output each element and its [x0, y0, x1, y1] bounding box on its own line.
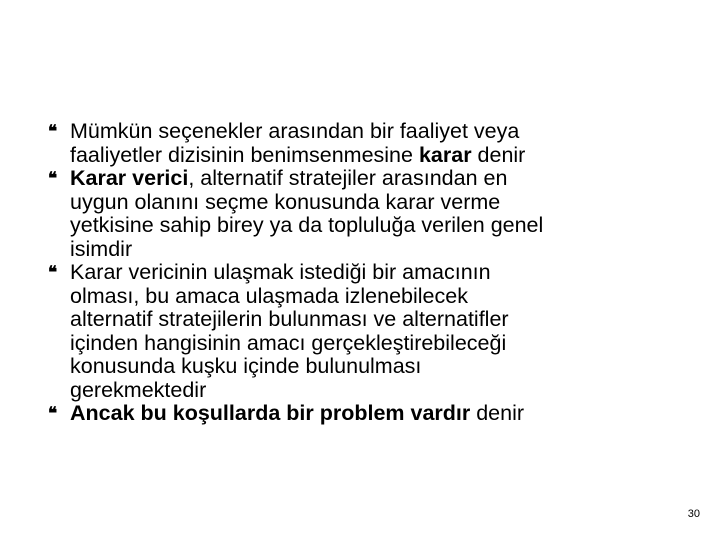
- text-run-bold: karar: [418, 142, 472, 167]
- bullet-item-1: [48, 120, 688, 167]
- bullet-item-3: [48, 261, 688, 402]
- bullet-item-4: [48, 402, 688, 426]
- quote-bullet-icon: ❝: [48, 404, 58, 423]
- text-run: denir: [471, 142, 526, 167]
- bullet-text: [70, 120, 688, 167]
- bullet-text: [70, 167, 688, 261]
- quote-bullet-icon: ❝: [48, 122, 58, 141]
- slide-body: [48, 120, 688, 426]
- text-run-bold: Ancak bu koşullarda bir problem vardır: [70, 401, 471, 425]
- text-run: Karar vericinin ulaşmak istediği bir amacının olması, bu amaca ulaşmada izlenebilecek alternatif stratejilerin bulunması ve alternatifler içinden hangisinin amacı gerçekleştirebileceği konusunda kuşku içinde bulunulması gerekmektedir: [70, 260, 509, 402]
- bullet-text: [70, 261, 688, 402]
- text-run-bold: Karar verici: [70, 166, 189, 190]
- quote-bullet-icon: ❝: [48, 169, 58, 188]
- bullet-item-2: [48, 167, 688, 261]
- text-run: Mümkün seçenekler arasından bir faaliyet veya faaliyetler dizisinin benimsenmesine: [70, 119, 520, 167]
- text-run: denir: [470, 401, 525, 425]
- page-number: 30: [687, 508, 700, 520]
- quote-bullet-icon: ❝: [48, 263, 58, 282]
- bullet-text: [70, 402, 688, 426]
- text-run: , alternatif stratejiler arasından en uygun olanını seçme konusunda karar verme yetkisine sahip birey ya da topluluğa verilen genel isimdir: [70, 166, 544, 261]
